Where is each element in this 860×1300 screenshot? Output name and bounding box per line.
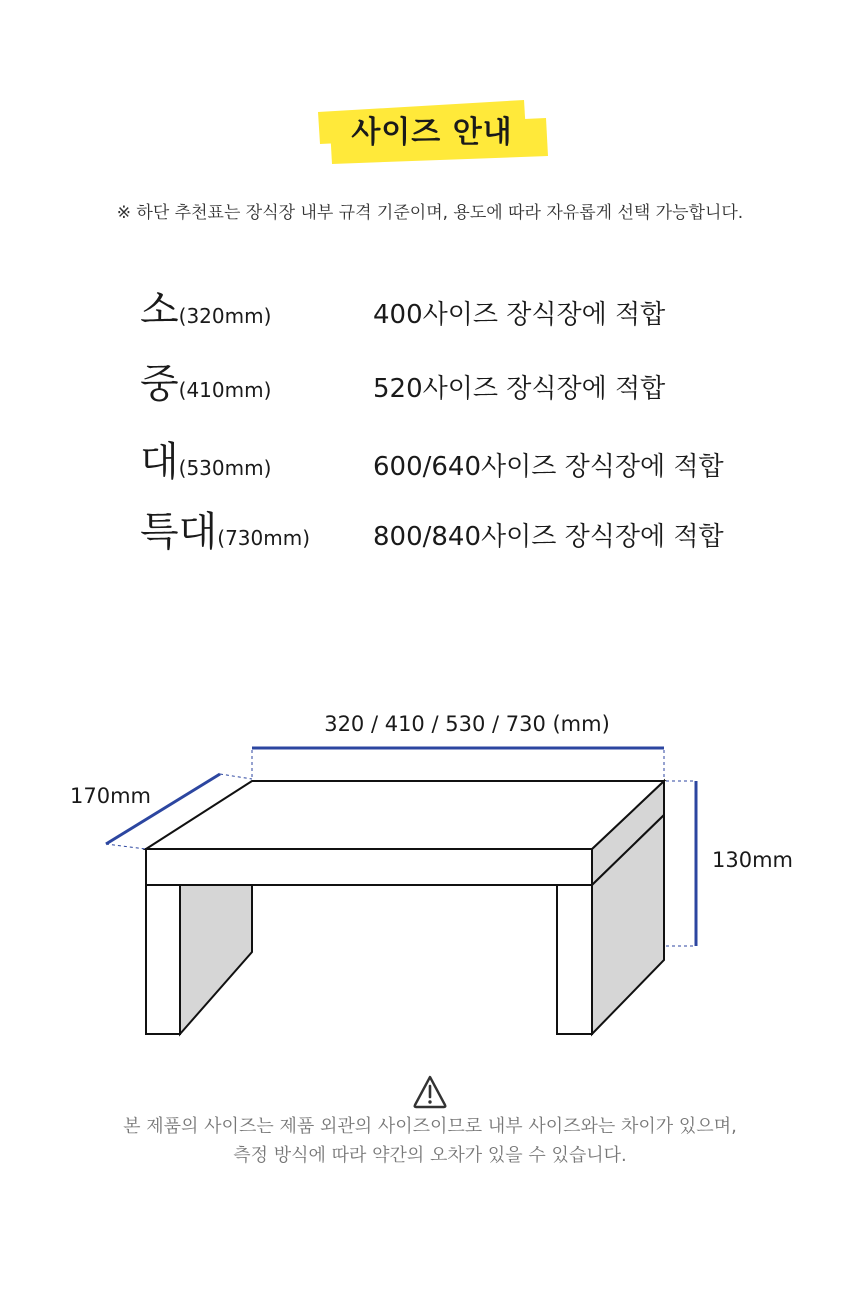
height-label: 130mm	[712, 848, 793, 872]
left-leg-front	[146, 885, 180, 1034]
size-recommendation: 800/840사이즈 장식장에 적합	[373, 522, 724, 552]
footer-disclaimer	[0, 1112, 860, 1170]
footer-line-1: 본 제품의 사이즈는 제품 외관의 사이즈이므로 내부 사이즈와는 차이가 있으며,	[123, 1116, 737, 1137]
width-label: 320 / 410 / 530 / 730 (mm)	[324, 712, 610, 736]
size-name: 중(410mm)	[140, 361, 272, 407]
size-row-small	[140, 270, 780, 333]
section-title	[312, 98, 552, 168]
size-name: 특대(730mm)	[140, 509, 311, 555]
footer-line-2: 측정 방식에 따라 약간의 오차가 있을 수 있습니다.	[233, 1145, 627, 1166]
size-recommendation: 400사이즈 장식장에 적합	[373, 300, 666, 330]
warning-triangle-icon	[412, 1074, 448, 1110]
size-name: 대(530mm)	[140, 439, 272, 485]
page-title: 사이즈 안내	[351, 115, 513, 150]
size-name: 소(320mm)	[140, 287, 272, 333]
recommendation-note: ※ 하단 추천표는 장식장 내부 규격 기준이며, 용도에 따라 자유롭게 선택 가능합니다.	[116, 203, 744, 223]
size-row-medium	[140, 344, 780, 407]
shelf-diagram	[0, 690, 860, 1060]
size-recommendation: 600/640사이즈 장식장에 적합	[373, 452, 724, 482]
size-recommendation: 520사이즈 장식장에 적합	[373, 374, 666, 404]
depth-label: 170mm	[70, 784, 151, 808]
right-leg-front	[557, 885, 592, 1034]
top-face	[146, 781, 664, 849]
size-row-extra-large	[140, 492, 780, 555]
size-row-large	[140, 422, 780, 485]
left-leg-inner-face	[180, 885, 252, 1034]
front-board	[146, 849, 592, 885]
